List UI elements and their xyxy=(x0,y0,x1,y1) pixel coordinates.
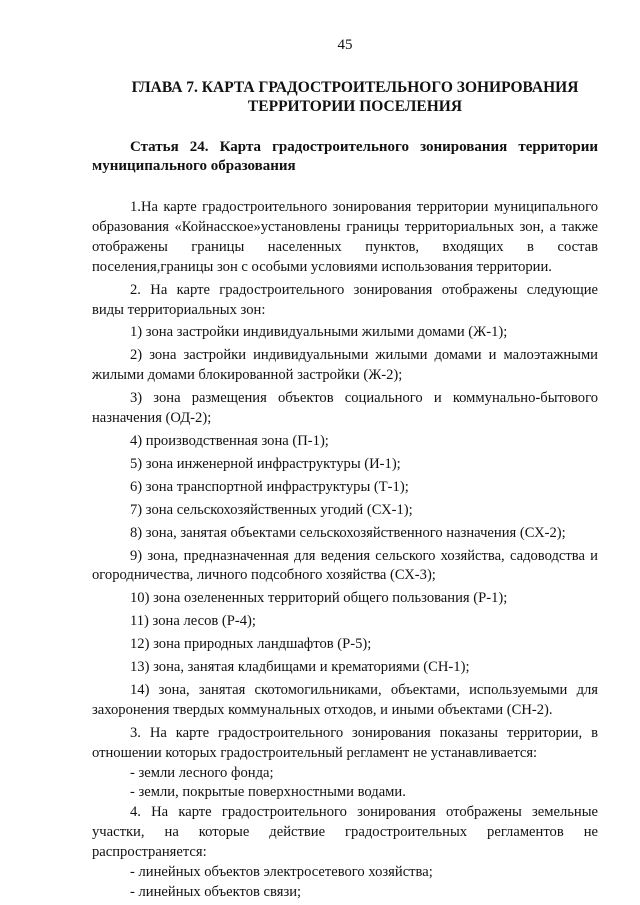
zone-item-9: 9) зона, предназначенная для ведения сельского хозяйства, садоводства и огородничества, личного подсобного хозяйства (СХ-3); xyxy=(92,547,598,584)
zone-item-10: 10) зона озелененных территорий общего пользования (Р-1); xyxy=(130,590,508,607)
list-item-communications: - линейных объектов связи; xyxy=(130,884,302,900)
paragraph-3: 3. На карте градостроительного зонирования показаны территории, в отношении которых градостроительный регламент не устанавливается: xyxy=(92,724,598,761)
list-item-power-grid: - линейных объектов электросетевого хозяйства; xyxy=(130,864,433,881)
article-title: Статья 24. Карта градостроительного зонирования территории муниципального образования xyxy=(92,139,598,174)
zone-item-11: 11) зона лесов (Р-4); xyxy=(130,613,256,630)
zone-item-2: 2) зона застройки индивидуальными жилыми домами и малоэтажными жилыми домами блокированной застройки (Ж-2); xyxy=(92,347,598,384)
list-item-forest-fund: - земли лесного фонда; xyxy=(130,764,274,781)
zone-item-3: 3) зона размещения объектов социального и коммунально-бытового назначения (ОД-2); xyxy=(92,390,598,427)
zone-item-1: 1) зона застройки индивидуальными жилыми домами (Ж-1); xyxy=(130,324,508,341)
paragraph-4: 4. На карте градостроительного зонирования отображены земельные участки, на которые действие градостроительных регламентов не распространяется: xyxy=(92,804,598,861)
paragraph-2: 2. На карте градостроительного зонирования отображены следующие виды территориальных зон: xyxy=(92,281,598,318)
zone-item-14: 14) зона, занятая скотомогильниками, объектами, используемыми для захоронения твердых коммунальных отходов, и иными объектами (СН-2). xyxy=(92,681,598,718)
chapter-title xyxy=(92,78,598,116)
page-number: 45 xyxy=(337,37,353,53)
paragraph-1: 1.На карте градостроительного зонирования территории муниципального образования «Койнасское»установлены границы территориальных зон, а также отображены границы населенных пунктов, входящих в состав поселения,границы зон с особыми условиями использования территории. xyxy=(92,199,598,275)
zone-item-13: 13) зона, занятая кладбищами и крематориями (СН-1); xyxy=(130,659,470,676)
zone-item-7: 7) зона сельскохозяйственных угодий (СХ-1); xyxy=(130,501,413,518)
zone-item-8: 8) зона, занятая объектами сельскохозяйственного назначения (СХ-2); xyxy=(130,524,566,541)
chapter-title-line-1: ГЛАВА 7. КАРТА ГРАДОСТРОИТЕЛЬНОГО ЗОНИРОВАНИЯ xyxy=(131,79,579,96)
list-item-water-lands: - земли, покрытые поверхностными водами. xyxy=(130,784,406,801)
chapter-title-line-2: ТЕРРИТОРИИ ПОСЕЛЕНИЯ xyxy=(247,98,463,115)
zone-item-12: 12) зона природных ландшафтов (Р-5); xyxy=(130,636,372,653)
document-page xyxy=(92,36,598,903)
document-body xyxy=(92,198,598,903)
zone-item-5: 5) зона инженерной инфраструктуры (И-1); xyxy=(130,455,401,472)
zone-item-6: 6) зона транспортной инфраструктуры (Т-1); xyxy=(130,478,409,495)
zone-item-4: 4) производственная зона (П-1); xyxy=(130,432,329,449)
